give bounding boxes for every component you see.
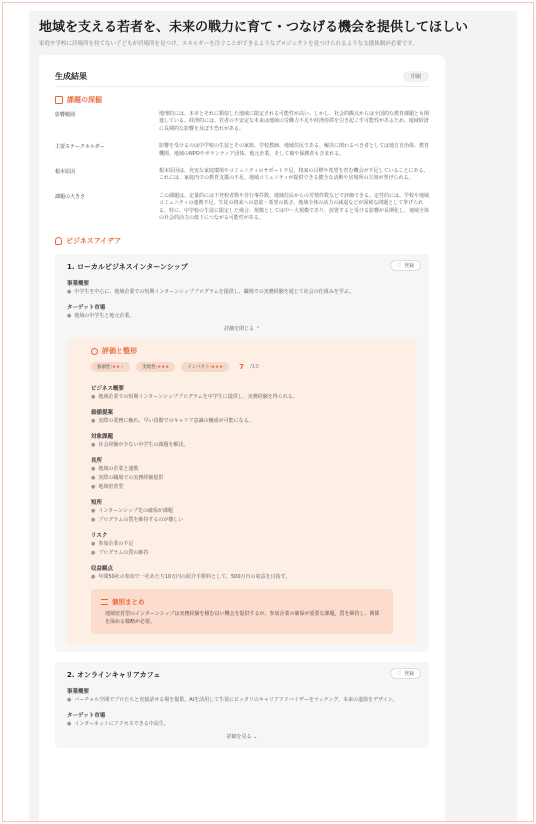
register-label: 登録	[403, 263, 414, 270]
eval-section-label: 短所	[91, 500, 103, 507]
summary-title: 個別まとめ	[112, 598, 145, 607]
heart-icon: ♡	[396, 670, 402, 678]
market-label: ターゲット市場	[67, 713, 106, 720]
list-icon	[101, 599, 108, 605]
market-label: ターゲット市場	[67, 305, 106, 312]
deep-row-label: 根本原因	[55, 169, 76, 176]
idea-card	[55, 662, 429, 748]
collapse-details-button[interactable]: 詳細を閉じる ⌃	[224, 326, 260, 333]
lightbulb-icon	[55, 237, 62, 245]
overview-text: ● バーチャル空間でプロたちと直接話せる場を提供。AIを活用して生徒にピッタリのキャリアアドバイザーをマッチング、未来の道筋をデザイン。	[67, 697, 398, 704]
deep-row	[55, 193, 429, 223]
result-card	[39, 55, 445, 822]
register-button[interactable]	[390, 260, 421, 271]
market-text: ● 地域の中学生と地元企業。	[67, 313, 135, 320]
summary-text: 地域密着型のインターンシップは実務経験を積む良い機会を提供するが、参加企業の確保が重要な課題。質を維持し、関係を深める戦略が必要。	[105, 611, 380, 625]
page-subtitle: 家庭や学校に居場所を持てない子どもが居場所を見つけ、エネルギーを注ぐことができるようなプロジェクトを見つけられるような支援体制が必要です。	[39, 41, 418, 47]
total-score: 7	[239, 363, 244, 372]
idea-card	[55, 254, 429, 652]
deep-row-text: 地理的には、本市とそれに類似した地域に限定される可能性が高い。しかし、社会的観点からは全国的な教育課題とも関連している。経済的には、若者の不安定な未来は地域の労働力不足や経済停滞を引き起こす可能性があるため、地域経済に長期的な影響を及ぼす恐れがある。	[159, 111, 430, 132]
deep-row-label: 主要ステークホルダー	[55, 144, 105, 151]
eval-item: ● 参加企業の不足	[91, 541, 134, 548]
eval-section-label: リスク	[91, 533, 108, 540]
rating-badge: 実現性:★★★	[136, 362, 175, 372]
idea-title: 2. オンラインキャリアカフェ	[67, 671, 161, 680]
page-title: 地域を支える若者を、未来の戦力に育て・つなげる機会を提供してほしい	[39, 20, 469, 35]
evaluation-panel	[67, 338, 417, 644]
deep-row-text: この課題は、定量的には不登校者数や非行事件数、地域住民からの苦情件数などで評価できる。定性的には、学校や地域コミュニティの連携不足、生徒の将来への意欲・希望の低さ、地域全体の活力の減退などが深刻な問題として挙げられる。特に、中学校の生徒に限定した場合、規模としては中〜大規模であり、放置すると受ける影響が長期化し、地域全体の社会的活力の低下につながる可能性がある。	[159, 192, 430, 222]
deep-row-text: 根本原因は、充実な家庭環境やコミュニティのサポート不足、将来の目標や希望を育む機会が不足していることにある。これには、家庭内での教育支援の不足、地域コミュニティが提供できる健全な活動や居場所の欠如が挙げられる。	[159, 168, 429, 182]
ideas-title: ビジネスアイデア	[66, 237, 122, 246]
magnifier-icon	[91, 348, 98, 355]
deep-row	[55, 168, 429, 183]
document-icon	[55, 96, 63, 104]
idea-title: 1. ローカルビジネスインターンシップ	[67, 263, 188, 272]
eval-section-label: 価値提案	[91, 410, 114, 417]
register-button[interactable]	[390, 668, 421, 679]
deep-row-label: 課題の大きさ	[55, 193, 86, 200]
rating-badges	[91, 362, 393, 372]
eval-section-label: ビジネス概要	[91, 386, 124, 393]
page-frame	[2, 2, 534, 822]
eval-item: ● 地域の企業と連携	[91, 466, 139, 473]
eval-item: ● 実際の業務に触れ、早い段階でのキャリア意識の醸成が可能になる。	[91, 418, 254, 425]
overview-label: 事業概要	[67, 689, 90, 696]
evaluation-heading	[91, 346, 393, 356]
eval-item: ● 実際の職場での実務経験提供	[91, 475, 164, 482]
evaluation-sections	[91, 384, 393, 581]
result-header	[55, 71, 429, 87]
evaluation-title: 評価と整形	[102, 347, 137, 356]
expand-details-button[interactable]: 詳細を見る ⌄	[226, 734, 258, 741]
eval-item: ● 社会経験が少ない中学生の課題を解決。	[91, 442, 189, 449]
eval-section-label: 長所	[91, 458, 103, 465]
eval-item: ● 地域企業での短期インターンシッププログラムを中学生に提供し、実務経験を得られる。	[91, 394, 298, 401]
eval-item: ● プログラムの質の維持	[91, 550, 149, 557]
rating-badge: インパクト:★★★	[181, 362, 229, 372]
rating-badge: 独創性:★★★	[91, 362, 130, 372]
heart-icon: ♡	[396, 262, 402, 270]
eval-item: ● 地域密着型	[91, 484, 124, 491]
eval-section-label: 収益観点	[91, 566, 114, 573]
deep-dive-title: 課題の深掘	[67, 96, 102, 104]
eval-item: ● 年間50社の参加で一社あたり10万円の紹介手数料として、500万円の収益を目指す。	[91, 574, 291, 581]
deep-row-text: 影響を受けるのは中学校の生徒とその家族、学校教師、地域住民である。解決に関わるべき者としては地方自治体、教育機関、地域のNPOやボランティア団体、地元企業、そして親や保護者も含まれる。	[159, 143, 430, 157]
deep-row-label: 影響範囲	[55, 112, 76, 118]
overview-label: 事業概要	[67, 281, 90, 288]
summary-heading	[101, 597, 383, 606]
print-button[interactable]: 印刷	[403, 71, 429, 82]
market-text: ● インターネットにアクセスできる中高生。	[67, 721, 169, 728]
score-max: /10	[249, 364, 259, 371]
deep-dive-heading	[55, 95, 429, 105]
result-title: 生成結果	[55, 72, 87, 81]
overview-text: ● 中学生を中心に、地域企業での短期インターンシッププログラムを提供し、職場での実務経験を通じて社会の仕組みを学ぶ。	[67, 289, 354, 296]
eval-item: ● インターンシップ先の確保が課題	[91, 508, 173, 515]
deep-row	[55, 143, 429, 158]
eval-section-label: 対象課題	[91, 434, 114, 441]
ideas-heading	[55, 236, 429, 246]
summary-box	[91, 589, 393, 634]
deep-row	[55, 111, 429, 133]
eval-item: ● プログラムの質を維持するのが難しい	[91, 517, 184, 524]
register-label: 登録	[403, 671, 414, 678]
